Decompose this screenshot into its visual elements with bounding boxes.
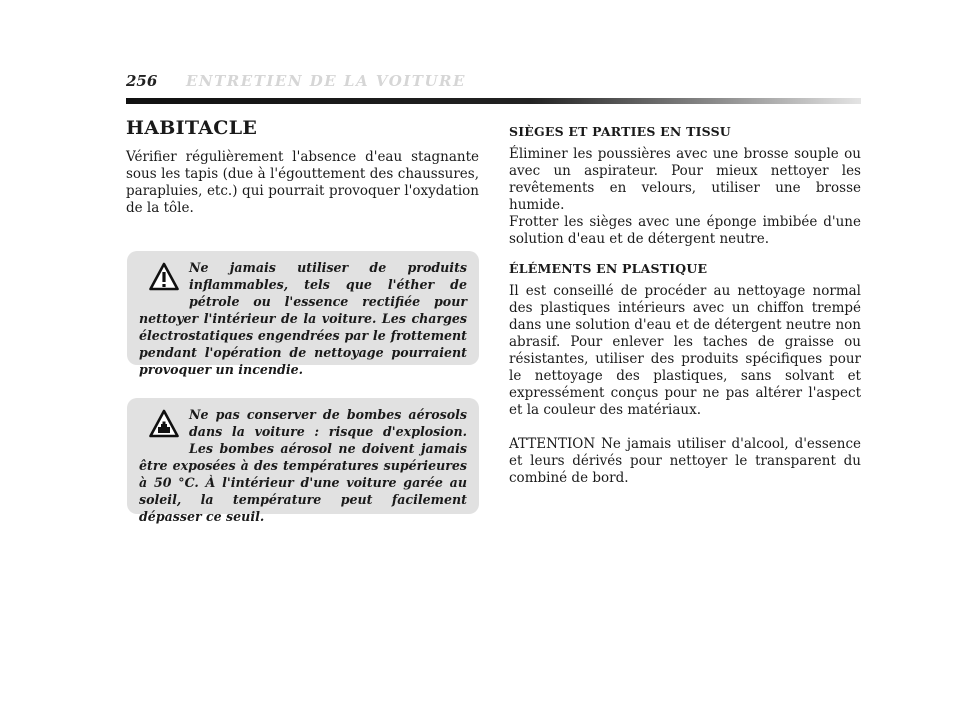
sieges-paragraph: Frotter les sièges avec une éponge imbibée d'une solution d'eau et de détergent neutre. bbox=[509, 214, 861, 247]
sieges-paragraph: Éliminer les poussières avec une brosse souple ou avec un aspirateur. Pour mieux nettoyer les revêtements en velours, utiliser une brosse humide. bbox=[509, 146, 861, 213]
warning-box-aerosol bbox=[127, 398, 479, 524]
section-title-plastique: ÉLÉMENTS EN PLASTIQUE bbox=[509, 261, 708, 276]
left-column bbox=[126, 117, 479, 229]
warning-triangle-icon bbox=[149, 262, 179, 292]
section-title-sieges: SIÈGES ET PARTIES EN TISSU bbox=[509, 124, 731, 139]
warning-box-flammable bbox=[127, 251, 479, 377]
warning-text-aerosol: Ne pas conserver de bombes aérosols dans la voiture : risque d'explosion. Les bombes aérosol ne doivent jamais être exposées à des températures supérieures à 50 °C. À l'intérieur d'une voiture garée au soleil, la température peut facilement dépasser ce seuil. bbox=[139, 407, 467, 524]
header-rule bbox=[126, 98, 861, 104]
aerosol-warning-icon bbox=[149, 409, 179, 439]
warning-text-flammable: Ne jamais utiliser de produits inflammables, tels que l'éther de pétrole ou l'essence rectifiée pour nettoyer l'intérieur de la voiture. Les charges électrostatiques engendrées par le frottement pendant l'opération de nettoyage pourraient provoquer un incendie. bbox=[139, 260, 467, 377]
plastique-paragraph: Il est conseillé de procéder au nettoyage normal des plastiques intérieurs avec un chiffon trempé dans une solution d'eau et de détergent neutre non abrasif. Pour enlever les taches de graisse ou résistantes, utiliser des produits spécifiques pour le nettoyage des plastiques, sans solvant et expressément conçus pour ne pas altérer l'aspect et la couleur des matériaux. bbox=[509, 283, 861, 418]
page-number: 256 bbox=[126, 72, 158, 90]
section-title-habitacle: HABITACLE bbox=[126, 117, 258, 139]
right-column bbox=[509, 120, 861, 499]
section-header: ENTRETIEN DE LA VOITURE bbox=[186, 72, 466, 90]
habitacle-intro: Vérifier régulièrement l'absence d'eau stagnante sous les tapis (due à l'égouttement des chaussures, parapluies, etc.) qui pourrait provoquer l'oxydation de la tôle. bbox=[126, 149, 479, 216]
attention-note: ATTENTION Ne jamais utiliser d'alcool, d'essence et leurs dérivés pour nettoyer le transparent du combiné de bord. bbox=[509, 436, 861, 486]
